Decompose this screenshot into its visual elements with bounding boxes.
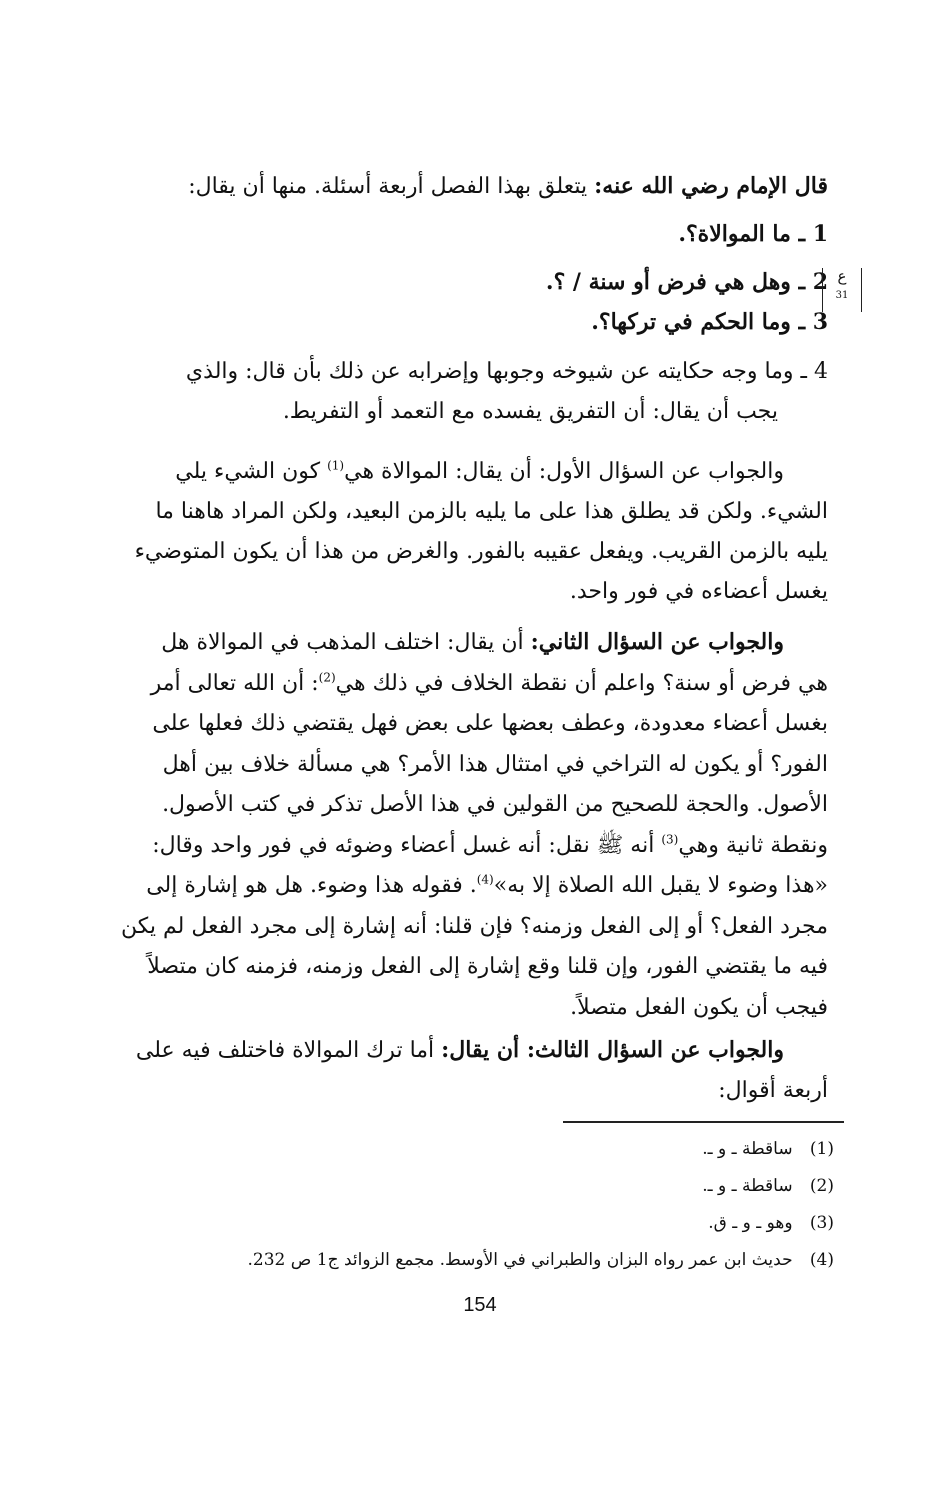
footnote-1-number: (1) bbox=[809, 1139, 834, 1159]
answer-1-line-3: يليه بالزمن القريب. ويفعل عقيبه بالفور. والغرض من هذا أن يكون المتوضيء bbox=[134, 539, 828, 564]
question-1 bbox=[128, 214, 828, 254]
margin-marker bbox=[822, 268, 862, 312]
page-number: 154 bbox=[463, 1294, 497, 1316]
question-3 bbox=[128, 302, 828, 342]
intro-line bbox=[108, 166, 828, 207]
answer-3-line-1-tail: أما ترك الموالاة فاختلف فيه على bbox=[135, 1038, 435, 1063]
footnote-ref-1: (1) bbox=[327, 458, 345, 473]
question-2-text: 2 ـ وهل هي فرض أو سنة / ؟. bbox=[545, 269, 828, 295]
answer-2-line-9: فيه ما يقتضي الفور، وإن قلنا وقع إشارة إلى الفعل وزمنه، فزمنه كان متصلاً bbox=[147, 954, 828, 979]
answer-2-line-4: الفور؟ أو يكون له التراخي في امتثال هذا الأمر؟ هي مسألة خلاف بين أهل bbox=[162, 751, 828, 777]
margin-marker-top: ع bbox=[837, 267, 847, 285]
margin-marker-bottom: 31 bbox=[835, 290, 849, 301]
answer-3-line-1 bbox=[98, 1030, 828, 1071]
answer-2-line-7-head: «هذا وضوء لا يقبل الله الصلاة إلا به» bbox=[493, 873, 828, 898]
answer-2-line-2-tail: : أن الله تعالى أمر bbox=[150, 670, 319, 696]
answer-1-paragraph bbox=[98, 452, 828, 612]
intro-text: يتعلق بهذا الفصل أربعة أسئلة. منها أن يقال: bbox=[188, 174, 588, 199]
answer-2-line-1 bbox=[98, 622, 828, 664]
footnote-ref-4: (4) bbox=[476, 872, 494, 887]
answer-2-line-6-tail: أنه ﷺ نقل: أنه غسل أعضاء وضوئه في فور واحد وقال: bbox=[152, 832, 655, 858]
footnote-3 bbox=[114, 1205, 834, 1242]
footnote-1 bbox=[114, 1131, 834, 1168]
answer-2-line-7 bbox=[98, 866, 828, 907]
footnote-3-number: (3) bbox=[809, 1213, 834, 1233]
answer-2-line-8: مجرد الفعل؟ أو إلى الفعل وزمنه؟ فإن قلنا: أنه إشارة إلى مجرد الفعل لم يكن bbox=[121, 913, 828, 939]
footnotes bbox=[114, 1131, 834, 1279]
footnote-ref-3: (3) bbox=[661, 832, 679, 847]
answer-2-line-2 bbox=[98, 664, 828, 705]
answer-1-line-1-head: والجواب عن السؤال الأول: أن يقال: الموالاة هي bbox=[344, 459, 784, 484]
answer-3-line-2: أربعة أقوال: bbox=[718, 1078, 828, 1103]
answer-2-line-7-tail: . فقوله هذا وضوء. هل هو إشارة إلى bbox=[146, 873, 477, 898]
answer-1-line-1-tail: كون الشيء يلي bbox=[175, 459, 321, 484]
footnote-2-number: (2) bbox=[809, 1176, 834, 1196]
footnote-4-text: حديث ابن عمر رواه البزان والطبراني في الأوسط. مجمع الزوائد ج1 ص 232. bbox=[247, 1250, 793, 1270]
answer-2-line-6 bbox=[98, 826, 828, 867]
footnote-1-text: ساقطة ـ و ـ. bbox=[702, 1139, 793, 1159]
answer-3-paragraph bbox=[98, 1030, 828, 1111]
footnote-4 bbox=[114, 1242, 834, 1279]
footnote-divider bbox=[563, 1121, 844, 1123]
question-1-text: 1 ـ ما الموالاة؟. bbox=[678, 221, 828, 247]
footnote-3-text: وهو ـ و ـ ق. bbox=[708, 1213, 793, 1233]
answer-3-heading: والجواب عن السؤال الثالث: أن يقال: bbox=[441, 1037, 784, 1063]
answer-2-line-2-head: هي فرض أو سنة؟ واعلم أن نقطة الخلاف في ذلك هي bbox=[335, 670, 828, 696]
question-4-line-2: يجب أن يقال: أن التفريق يفسده مع التعمد أو التفريط. bbox=[282, 399, 778, 424]
footnote-ref-2: (2) bbox=[318, 670, 336, 685]
footnote-4-number: (4) bbox=[809, 1250, 834, 1270]
answer-1-line-4: يغسل أعضاءه في فور واحد. bbox=[569, 579, 828, 604]
answer-2-heading: والجواب عن السؤال الثاني: bbox=[530, 629, 784, 655]
answer-2-line-3: بغسل أعضاء معدودة، وعطف بعضها على بعض فهل يقتضي ذلك فعلها على bbox=[152, 711, 828, 736]
question-4 bbox=[98, 352, 828, 432]
question-4-line-1: 4 ـ وما وجه حكايته عن شيوخه وجوبها وإضرابه عن ذلك بأن قال: والذي bbox=[185, 359, 828, 384]
footnote-2-text: ساقطة ـ و ـ. bbox=[702, 1176, 793, 1196]
question-3-text: 3 ـ وما الحكم في تركها؟. bbox=[591, 309, 828, 335]
answer-2-line-5: الأصول. والحجة للصحيح من القولين في هذا الأصل تذكر في كتب الأصول. bbox=[162, 792, 828, 817]
answer-2-line-6-head: ونقطة ثانية وهي bbox=[678, 832, 828, 858]
footnote-2 bbox=[114, 1168, 834, 1205]
answer-2-paragraph bbox=[98, 622, 828, 1028]
answer-2-line-1-tail: أن يقال: اختلف المذهب في الموالاة هل bbox=[161, 630, 524, 655]
question-2 bbox=[128, 262, 828, 302]
answer-1-line-1 bbox=[98, 452, 828, 492]
intro-speaker: قال الإمام رضي الله عنه: bbox=[594, 173, 828, 199]
answer-2-line-10: فيجب أن يكون الفعل متصلاً. bbox=[570, 994, 828, 1020]
answer-1-line-2: الشيء. ولكن قد يطلق هذا على ما يليه بالزمن البعيد، ولكن المراد هاهنا ما bbox=[155, 499, 828, 524]
